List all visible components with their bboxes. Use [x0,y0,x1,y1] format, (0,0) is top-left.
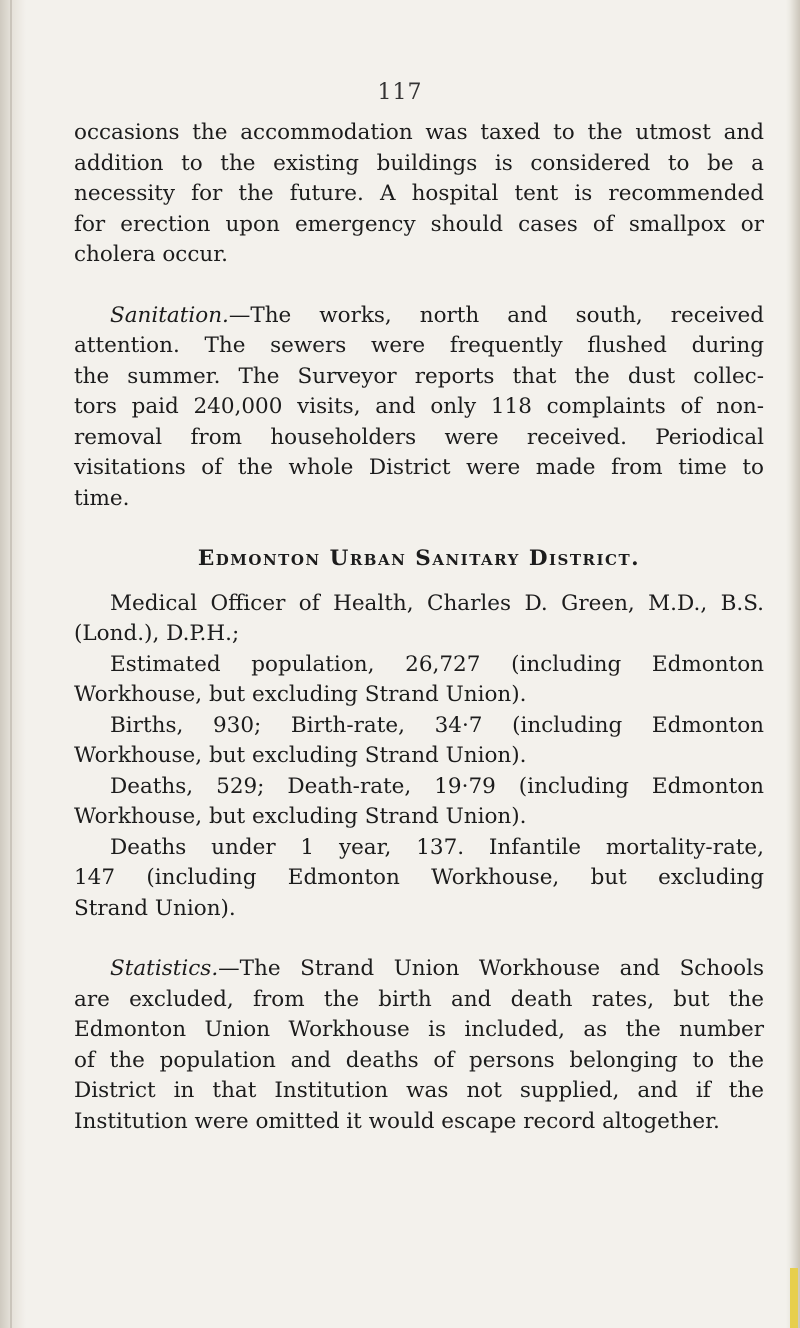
text-line: attention. The sewers were frequently flushed during [74,333,764,358]
section-lead-sanitation: Sanitation. [110,302,229,328]
text-line: Workhouse, but excluding Strand Union). [74,743,527,768]
text-line: the summer. The Surveyor reports that the dust collec- [74,363,764,389]
text-line: Institution were omitted it would escape record altogether. [74,1108,720,1134]
text-line: Strand Union). [74,895,236,921]
district-heading: Edmonton Urban Sanitary District. [197,546,641,571]
paragraph-accommodation [74,118,764,271]
corner-tab-mark [790,1268,798,1328]
page-right-edge [786,0,800,1328]
text-line: 147 (including Edmonton Workhouse, but excluding [74,865,764,890]
paragraph-infant-mortality [74,833,764,925]
text-line: cholera occur. [74,242,228,267]
text-line: time. [74,485,130,511]
page-binding-edge [0,0,26,1328]
text-line: Workhouse, but excluding Strand Union). [74,682,527,707]
text-line: Edmonton Union Workhouse is included, as the number [74,1017,764,1042]
paragraph-deaths [74,772,764,833]
paragraph-gap [74,924,764,954]
page-body [74,118,764,1137]
text-line: Estimated population, 26,727 (including Edmonton [110,651,764,677]
text-line: Workhouse, but excluding Strand Union). [74,804,527,829]
text-line: addition to the existing buildings is considered to be a [74,150,764,176]
text-line: of the population and deaths of persons belonging to the [74,1047,764,1073]
paragraph-births [74,711,764,772]
text-line: tors paid 240,000 visits, and only 118 complaints of non- [74,394,764,419]
text-line: occasions the accommodation was taxed to the utmost and [74,120,764,145]
paragraph-gap [74,575,764,589]
text-run: —The works, north and south, received [228,302,764,328]
paragraph-sanitation [74,301,764,515]
text-line [74,954,764,985]
text-line: visitations of the whole District were made from time to [74,455,764,480]
text-line: necessity for the future. A hospital tent is recommended [74,181,764,206]
paragraph-medical-officer [74,589,764,650]
paragraph-statistics [74,954,764,1137]
paragraph-population [74,650,764,711]
paragraph-gap [74,271,764,301]
text-line: Medical Officer of Health, Charles D. Green, M.D., B.S. [110,590,764,616]
page-number: 117 [377,80,423,105]
text-line: Deaths under 1 year, 137. Infantile mortality-rate, [110,834,764,860]
text-run: —The Strand Union Workhouse and Schools [218,956,764,981]
text-line: Births, 930; Birth-rate, 34·7 (including Edmonton [110,712,764,738]
text-line: are excluded, from the birth and death rates, but the [74,986,764,1012]
text-line [74,301,764,332]
text-line: Deaths, 529; Death-rate, 19·79 (including Edmonton [110,773,764,799]
section-lead-statistics: Statistics. [110,956,219,981]
text-line: for erection upon emergency should cases of smallpox or [74,211,764,237]
paragraph-gap [74,514,764,544]
text-line: removal from householders were received. Periodical [74,424,764,450]
text-line: District in that Institution was not supplied, and if the [74,1078,764,1103]
text-line: (Lond.), D.P.H.; [74,621,240,646]
